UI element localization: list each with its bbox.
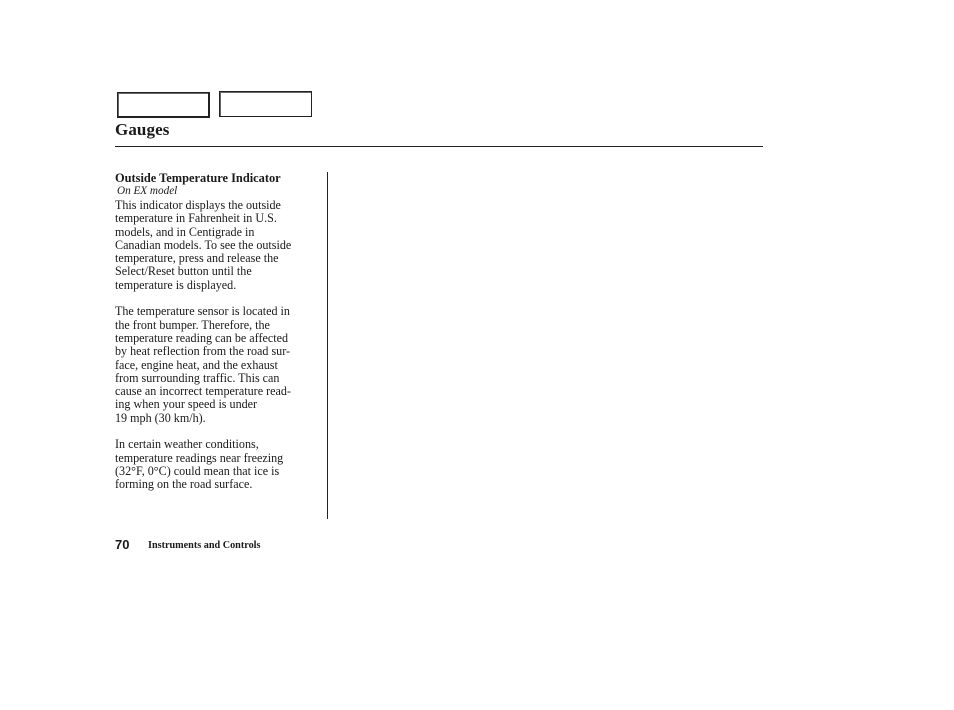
paragraph	[115, 305, 321, 425]
text-line: temperature, press and release the	[115, 251, 279, 266]
text-line: face, engine heat, and the exhaust	[115, 357, 278, 372]
text-line: cause an incorrect temperature read-	[115, 384, 291, 399]
text-line: the front bumper. Therefore, the	[115, 317, 270, 332]
text-line: (32°F, 0°C) could mean that ice is	[115, 463, 280, 478]
text-line: temperature readings near freezing	[115, 450, 284, 465]
title-divider	[115, 146, 763, 147]
page-title: Gauges	[115, 120, 170, 139]
text-line: ing when your speed is under	[115, 397, 258, 412]
text-line: forming on the road surface.	[115, 477, 253, 492]
text-line: temperature reading can be affected	[115, 330, 289, 345]
text-line: temperature is displayed.	[115, 277, 237, 292]
section-heading: Outside Temperature Indicator	[115, 171, 281, 185]
text-line: from surrounding traffic. This can	[115, 370, 280, 385]
text-line: The temperature sensor is located in	[115, 304, 290, 319]
page-number: 70	[115, 537, 130, 552]
text-line: Canadian models. To see the outside	[115, 237, 292, 252]
nav-box-previous[interactable]	[117, 92, 210, 118]
text-line: by heat reflection from the road sur-	[115, 344, 291, 359]
column-divider	[327, 172, 328, 519]
text-line: models, and in Centigrade in	[115, 224, 255, 239]
text-line: 19 mph (30 km/h).	[115, 410, 206, 425]
content-column	[115, 171, 321, 505]
text-line: temperature in Fahrenheit in U.S.	[115, 211, 277, 226]
text-line: In certain weather conditions,	[115, 437, 259, 452]
text-line: This indicator displays the outside	[115, 198, 281, 212]
text-line: Select/Reset button until the	[115, 264, 252, 279]
model-note: On EX model	[117, 185, 178, 197]
paragraph	[115, 438, 321, 491]
nav-box-next[interactable]	[219, 91, 312, 117]
paragraph	[115, 199, 321, 292]
section-footer: Instruments and Controls	[148, 540, 261, 551]
